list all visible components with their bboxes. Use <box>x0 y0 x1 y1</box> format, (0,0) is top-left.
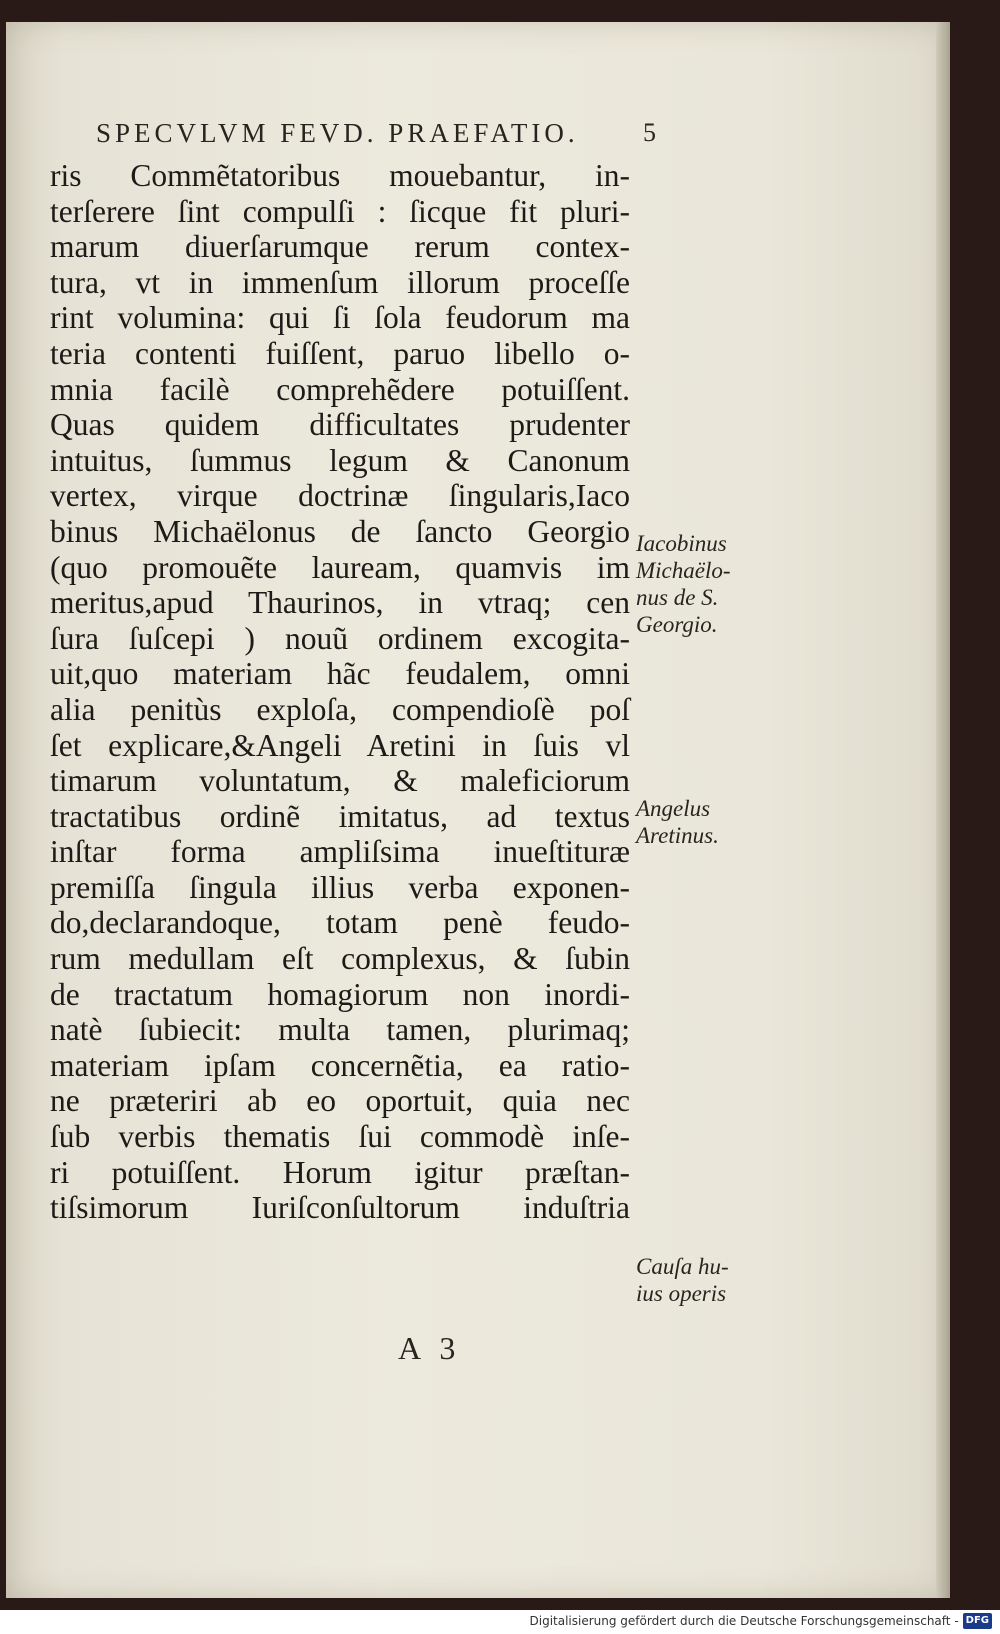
text-line: natè ſubiecit: multa tamen, plurimaq; <box>50 1012 630 1048</box>
text-line: Quas quidem difficultates prudenter <box>50 407 630 443</box>
text-line: ſura ſuſcepi ) nouũ ordinem excogita- <box>50 620 630 656</box>
margin-note-angelus <box>636 795 766 849</box>
text-line: uit,quo materiam hãc feudalem, omni <box>50 656 630 692</box>
text-line: intuitus, ſummus legum & Canonum <box>50 442 630 478</box>
footer-text: Digitalisierung gefördert durch die Deutsche Forschungsgemeinschaft - <box>529 1614 959 1628</box>
text-line: ſet explicare,&Angeli Aretini in ſuis vl <box>50 727 630 763</box>
text-line: (quo promouẽte lauream, quamvis im <box>50 549 630 585</box>
text-line: tractatibus ordinẽ imitatus, ad textus <box>50 798 630 834</box>
text-line: terſerere ſint compulſi : ſicque fit pluri- <box>50 193 630 229</box>
text-line: premiſſa ſingula illius verba exponen- <box>50 869 630 905</box>
text-line: teria contenti fuiſſent, paruo libello o- <box>50 335 630 371</box>
margin-note-line: Michaëlo- <box>636 558 731 583</box>
text-line: inſtar forma ampliſsima inueſtituræ <box>50 834 630 870</box>
margin-note-iacobinus <box>636 530 766 638</box>
text-line: ri potuiſſent. Horum igitur præſtan- <box>50 1154 630 1190</box>
text-line: rint volumina: qui ſi ſola feudorum ma <box>50 300 630 336</box>
text-line: tura, vt in immenſum illorum proceſſe <box>50 264 630 300</box>
signature-mark: A 3 <box>398 1330 462 1366</box>
text-line: marum diuerſarumque rerum contex- <box>50 229 630 265</box>
text-line: ſub verbis thematis ſui commodè inſe- <box>50 1119 630 1155</box>
running-head-title: SPECVLVM FEVD. PRAEFATIO. <box>96 118 579 148</box>
digitization-footer <box>530 1610 993 1632</box>
text-line: ne præteriri ab eo oportuit, quia nec <box>50 1083 630 1119</box>
margin-note-line: Aretinus. <box>636 823 719 848</box>
text-line: de tractatum homagiorum non inordi- <box>50 976 630 1012</box>
text-line: tiſsimorum Iuriſconſultorum induſtria <box>50 1190 630 1226</box>
text-line: binus Michaëlonus de ſancto Georgio <box>50 513 630 549</box>
text-line: mnia facilè comprehẽdere potuiſſent. <box>50 371 630 407</box>
running-head <box>96 118 656 149</box>
margin-note-causa <box>636 1253 766 1307</box>
margin-note-line: nus de S. <box>636 585 719 610</box>
dfg-logo: DFG <box>963 1613 992 1629</box>
text-line: timarum voluntatum, & maleficiorum <box>50 763 630 799</box>
text-line: rum medullam eſt complexus, & ſubin <box>50 941 630 977</box>
text-line: ris Commẽtatoribus mouebantur, in- <box>50 158 630 193</box>
margin-note-line: Cauſa hu- <box>636 1254 729 1279</box>
text-line: meritus,apud Thaurinos, in vtraq; cen <box>50 585 630 621</box>
margin-note-line: Iacobinus <box>636 531 727 556</box>
body-text <box>50 158 630 1226</box>
page-number: 5 <box>643 118 656 147</box>
text-line: materiam ipſam concernẽtia, ea ratio- <box>50 1047 630 1083</box>
page-edge <box>936 22 950 1598</box>
margin-note-line: ius operis <box>636 1281 727 1306</box>
text-line: vertex, virque doctrinæ ſingularis,Iaco <box>50 478 630 514</box>
margin-note-line: Angelus <box>636 796 711 821</box>
margin-note-line: Georgio. <box>636 612 718 637</box>
text-line: do,declarandoque, totam penè feudo- <box>50 905 630 941</box>
text-line: alia penitùs exploſa, compendioſè poſ <box>50 691 630 727</box>
